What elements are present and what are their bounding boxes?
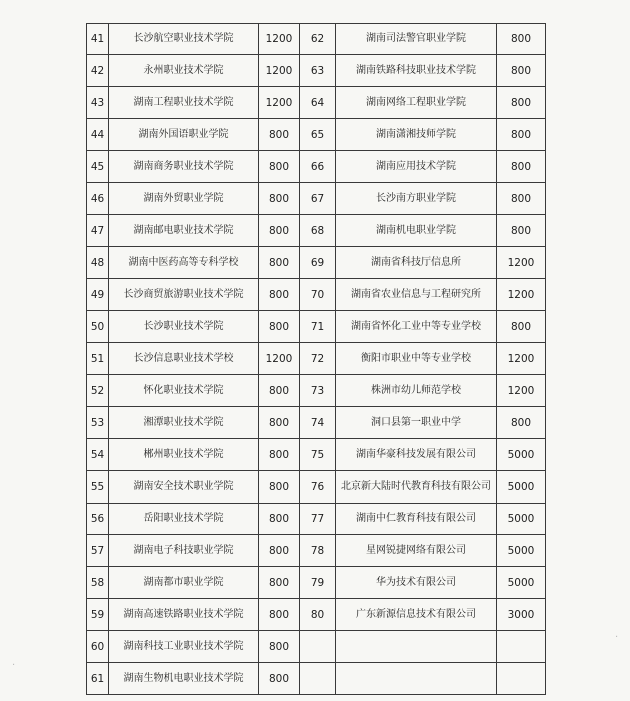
institution-name-cell bbox=[336, 663, 497, 695]
index-cell: 79 bbox=[300, 567, 336, 599]
quota-cell: 1200 bbox=[497, 279, 546, 311]
table-row bbox=[87, 279, 546, 311]
quota-cell: 800 bbox=[497, 119, 546, 151]
institution-name-cell: 湖南都市职业学院 bbox=[109, 567, 259, 599]
scan-speck: · bbox=[12, 660, 16, 671]
institution-name-cell: 湖南外贸职业学院 bbox=[109, 183, 259, 215]
institution-name-cell: 湖南外国语职业学院 bbox=[109, 119, 259, 151]
quota-cell: 800 bbox=[259, 407, 300, 439]
index-cell: 57 bbox=[87, 535, 109, 567]
index-cell: 76 bbox=[300, 471, 336, 504]
table-row bbox=[87, 567, 546, 599]
institution-name-cell: 湖南司法警官职业学院 bbox=[336, 24, 497, 55]
institution-name-cell: 长沙航空职业技术学院 bbox=[109, 24, 259, 55]
table-row bbox=[87, 599, 546, 631]
index-cell: 70 bbox=[300, 279, 336, 311]
institution-name-cell: 湖南电子科技职业学院 bbox=[109, 535, 259, 567]
institution-name-cell: 长沙商贸旅游职业技术学院 bbox=[109, 279, 259, 311]
index-cell: 43 bbox=[87, 87, 109, 119]
table-row bbox=[87, 375, 546, 407]
institution-name-cell: 湖南工程职业技术学院 bbox=[109, 87, 259, 119]
table-row bbox=[87, 504, 546, 535]
index-cell: 67 bbox=[300, 183, 336, 215]
quota-cell bbox=[497, 631, 546, 663]
institution-name-cell: 湖南安全技术职业学院 bbox=[109, 471, 259, 504]
quota-cell: 800 bbox=[259, 535, 300, 567]
quota-cell: 800 bbox=[259, 567, 300, 599]
quota-cell: 1200 bbox=[259, 343, 300, 375]
institution-name-cell: 湖南潇湘技师学院 bbox=[336, 119, 497, 151]
index-cell: 48 bbox=[87, 247, 109, 279]
institution-name-cell: 湘潭职业技术学院 bbox=[109, 407, 259, 439]
quota-cell: 800 bbox=[259, 183, 300, 215]
index-cell: 42 bbox=[87, 55, 109, 87]
index-cell: 71 bbox=[300, 311, 336, 343]
index-cell: 77 bbox=[300, 504, 336, 535]
scan-speck: · bbox=[615, 632, 619, 643]
quota-cell bbox=[497, 663, 546, 695]
table-row bbox=[87, 87, 546, 119]
quota-cell: 800 bbox=[497, 87, 546, 119]
quota-cell: 800 bbox=[497, 407, 546, 439]
institution-name-cell bbox=[336, 631, 497, 663]
index-cell: 49 bbox=[87, 279, 109, 311]
quota-cell: 800 bbox=[497, 151, 546, 183]
index-cell: 58 bbox=[87, 567, 109, 599]
quota-cell: 800 bbox=[259, 279, 300, 311]
quota-cell: 800 bbox=[497, 55, 546, 87]
institution-name-cell: 长沙南方职业学院 bbox=[336, 183, 497, 215]
institution-name-cell: 洞口县第一职业中学 bbox=[336, 407, 497, 439]
table-row bbox=[87, 151, 546, 183]
index-cell: 53 bbox=[87, 407, 109, 439]
index-cell: 47 bbox=[87, 215, 109, 247]
quota-cell: 800 bbox=[259, 119, 300, 151]
quota-cell: 800 bbox=[259, 311, 300, 343]
index-cell: 63 bbox=[300, 55, 336, 87]
quota-cell: 1200 bbox=[497, 343, 546, 375]
quota-cell: 1200 bbox=[497, 247, 546, 279]
index-cell: 73 bbox=[300, 375, 336, 407]
index-cell: 52 bbox=[87, 375, 109, 407]
quota-cell: 800 bbox=[259, 247, 300, 279]
table-row bbox=[87, 631, 546, 663]
table-row bbox=[87, 343, 546, 375]
index-cell: 54 bbox=[87, 439, 109, 471]
index-cell: 45 bbox=[87, 151, 109, 183]
index-cell: 51 bbox=[87, 343, 109, 375]
table-row bbox=[87, 55, 546, 87]
institution-name-cell: 岳阳职业技术学院 bbox=[109, 504, 259, 535]
table-row bbox=[87, 663, 546, 695]
index-cell: 72 bbox=[300, 343, 336, 375]
table-body bbox=[87, 24, 546, 695]
quota-cell: 5000 bbox=[497, 535, 546, 567]
table-row bbox=[87, 407, 546, 439]
index-cell: 44 bbox=[87, 119, 109, 151]
table-row bbox=[87, 24, 546, 55]
index-cell: 46 bbox=[87, 183, 109, 215]
quota-cell: 800 bbox=[497, 215, 546, 247]
quota-cell: 800 bbox=[259, 471, 300, 504]
institution-name-cell: 湖南机电职业学院 bbox=[336, 215, 497, 247]
institution-name-cell: 湖南省怀化工业中等专业学校 bbox=[336, 311, 497, 343]
institution-name-cell: 长沙信息职业技术学校 bbox=[109, 343, 259, 375]
index-cell: 68 bbox=[300, 215, 336, 247]
quota-cell: 800 bbox=[259, 375, 300, 407]
index-cell: 64 bbox=[300, 87, 336, 119]
quota-cell: 1200 bbox=[259, 55, 300, 87]
institution-name-cell: 郴州职业技术学院 bbox=[109, 439, 259, 471]
index-cell: 69 bbox=[300, 247, 336, 279]
index-cell: 59 bbox=[87, 599, 109, 631]
institution-name-cell: 湖南网络工程职业学院 bbox=[336, 87, 497, 119]
institution-name-cell: 湖南铁路科技职业技术学院 bbox=[336, 55, 497, 87]
index-cell bbox=[300, 631, 336, 663]
allocation-table bbox=[86, 23, 546, 695]
institution-name-cell: 湖南邮电职业技术学院 bbox=[109, 215, 259, 247]
index-cell: 62 bbox=[300, 24, 336, 55]
quota-cell: 800 bbox=[259, 151, 300, 183]
institution-name-cell: 永州职业技术学院 bbox=[109, 55, 259, 87]
quota-cell: 800 bbox=[259, 504, 300, 535]
quota-cell: 800 bbox=[259, 439, 300, 471]
institution-name-cell: 湖南生物机电职业技术学院 bbox=[109, 663, 259, 695]
institution-name-cell: 湖南高速铁路职业技术学院 bbox=[109, 599, 259, 631]
institution-name-cell: 湖南应用技术学院 bbox=[336, 151, 497, 183]
quota-cell: 800 bbox=[497, 311, 546, 343]
table-row bbox=[87, 439, 546, 471]
table-row bbox=[87, 247, 546, 279]
index-cell: 74 bbox=[300, 407, 336, 439]
index-cell: 55 bbox=[87, 471, 109, 504]
quota-cell: 800 bbox=[259, 631, 300, 663]
quota-cell: 800 bbox=[259, 215, 300, 247]
index-cell: 41 bbox=[87, 24, 109, 55]
index-cell: 61 bbox=[87, 663, 109, 695]
quota-cell: 800 bbox=[259, 663, 300, 695]
institution-name-cell: 华为技术有限公司 bbox=[336, 567, 497, 599]
institution-name-cell: 株洲市幼儿师范学校 bbox=[336, 375, 497, 407]
quota-cell: 3000 bbox=[497, 599, 546, 631]
index-cell: 78 bbox=[300, 535, 336, 567]
index-cell: 80 bbox=[300, 599, 336, 631]
quota-cell: 1200 bbox=[259, 87, 300, 119]
institution-name-cell: 湖南省科技厅信息所 bbox=[336, 247, 497, 279]
quota-cell: 5000 bbox=[497, 567, 546, 599]
index-cell: 66 bbox=[300, 151, 336, 183]
quota-cell: 800 bbox=[497, 183, 546, 215]
quota-cell: 800 bbox=[259, 599, 300, 631]
institution-name-cell: 北京新大陆时代教育科技有限公司 bbox=[336, 471, 497, 504]
index-cell: 60 bbox=[87, 631, 109, 663]
institution-name-cell: 怀化职业技术学院 bbox=[109, 375, 259, 407]
institution-name-cell: 湖南商务职业技术学院 bbox=[109, 151, 259, 183]
institution-name-cell: 长沙职业技术学院 bbox=[109, 311, 259, 343]
institution-name-cell: 湖南省农业信息与工程研究所 bbox=[336, 279, 497, 311]
institution-name-cell: 星网锐捷网络有限公司 bbox=[336, 535, 497, 567]
institution-name-cell: 湖南中仁教育科技有限公司 bbox=[336, 504, 497, 535]
quota-cell: 5000 bbox=[497, 439, 546, 471]
table-row bbox=[87, 535, 546, 567]
institution-name-cell: 湖南中医药高等专科学校 bbox=[109, 247, 259, 279]
table-row bbox=[87, 119, 546, 151]
institution-name-cell: 衡阳市职业中等专业学校 bbox=[336, 343, 497, 375]
quota-cell: 5000 bbox=[497, 471, 546, 504]
index-cell: 50 bbox=[87, 311, 109, 343]
institution-name-cell: 湖南科技工业职业技术学院 bbox=[109, 631, 259, 663]
quota-cell: 1200 bbox=[497, 375, 546, 407]
index-cell: 75 bbox=[300, 439, 336, 471]
institution-name-cell: 广东新源信息技术有限公司 bbox=[336, 599, 497, 631]
quota-cell: 5000 bbox=[497, 504, 546, 535]
quota-cell: 800 bbox=[497, 24, 546, 55]
index-cell: 65 bbox=[300, 119, 336, 151]
table-row bbox=[87, 311, 546, 343]
quota-cell: 1200 bbox=[259, 24, 300, 55]
table-row bbox=[87, 471, 546, 504]
index-cell: 56 bbox=[87, 504, 109, 535]
table-row bbox=[87, 215, 546, 247]
index-cell bbox=[300, 663, 336, 695]
institution-name-cell: 湖南华豪科技发展有限公司 bbox=[336, 439, 497, 471]
table-row bbox=[87, 183, 546, 215]
